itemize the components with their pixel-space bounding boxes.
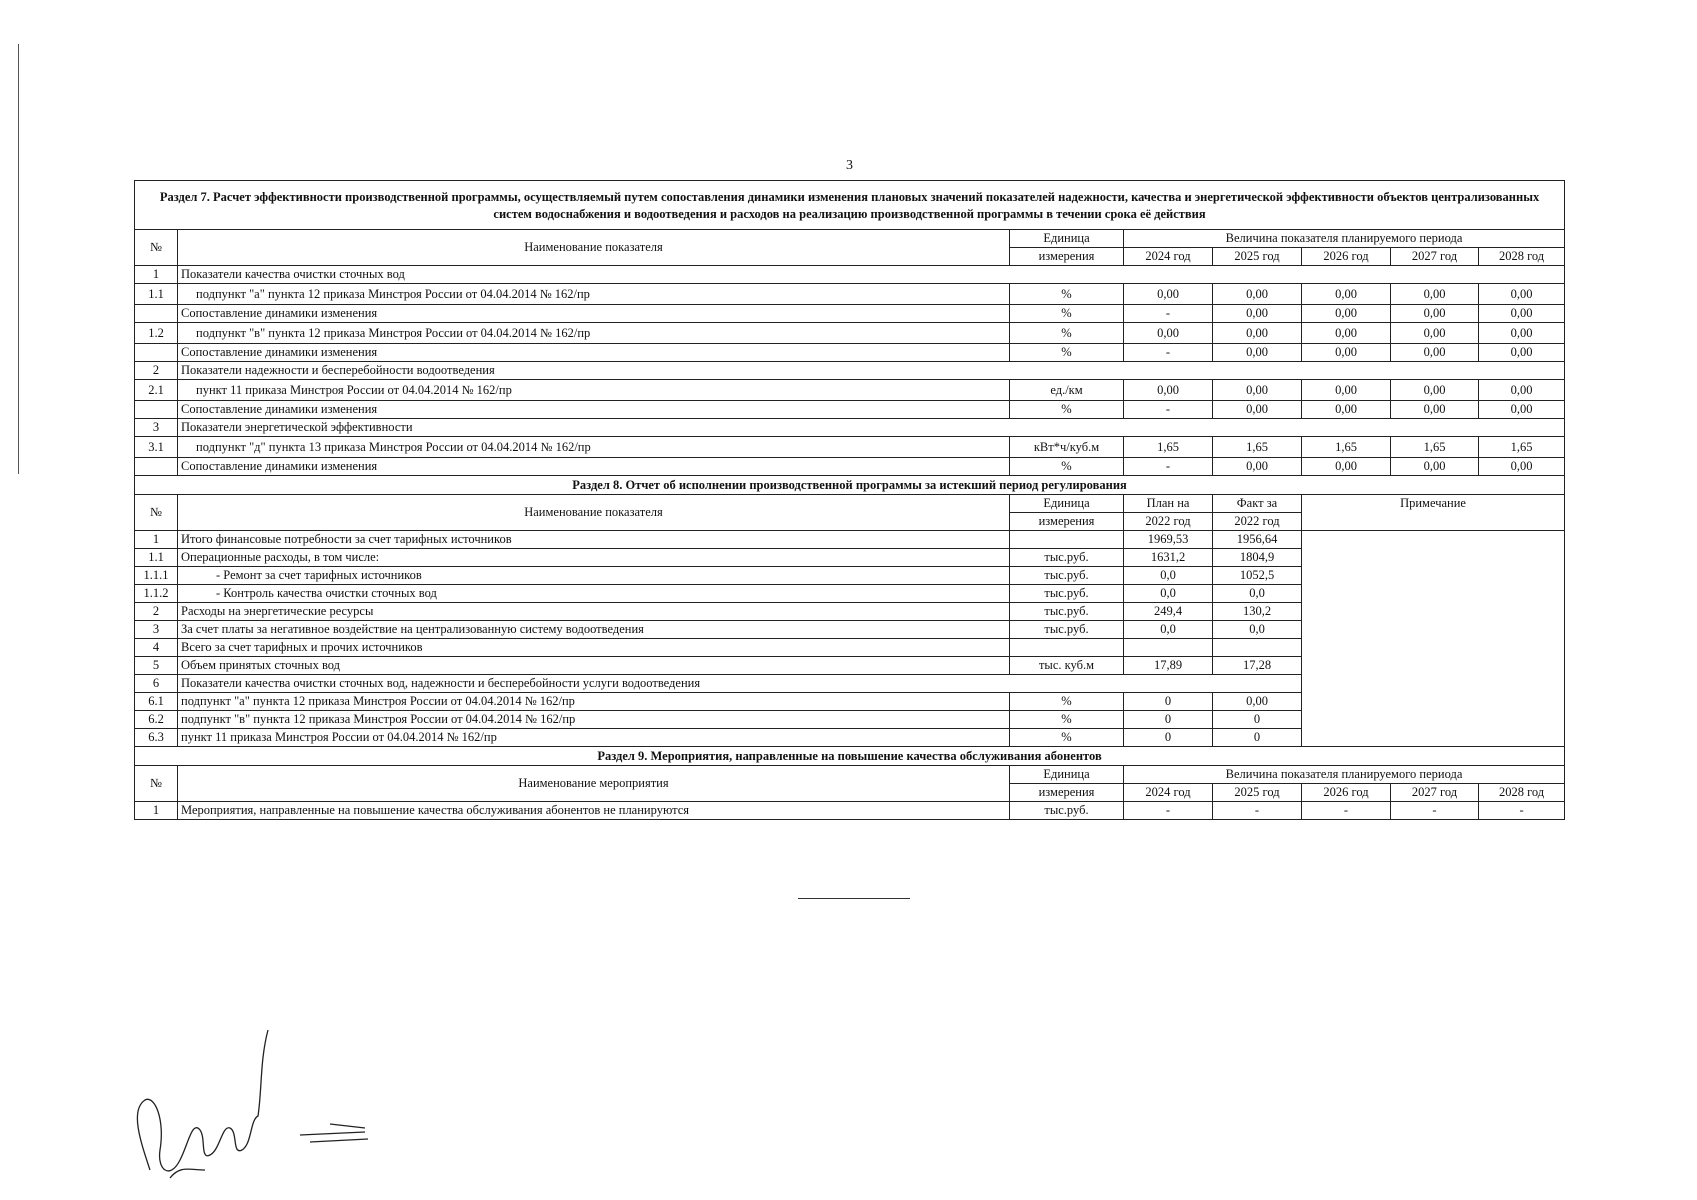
s7-row-value: 0,00 xyxy=(1391,401,1479,419)
s7-row-name: Сопоставление динамики изменения xyxy=(178,458,1010,476)
s8-row-name: Операционные расходы, в том числе: xyxy=(178,549,1010,567)
s7-row-name: подпункт "а" пункта 12 приказа Минстроя России от 04.04.2014 № 162/пр xyxy=(178,284,1010,305)
s7-row-value: 0,00 xyxy=(1213,305,1302,323)
s7-row-name: пункт 11 приказа Минстроя России от 04.04.2014 № 162/пр xyxy=(178,380,1010,401)
s8-row-fact: 1956,64 xyxy=(1213,531,1302,549)
s8-col-unit-1: Единица xyxy=(1010,495,1124,513)
s7-row-value: 0,00 xyxy=(1213,380,1302,401)
s8-row-name: Всего за счет тарифных и прочих источников xyxy=(178,639,1010,657)
s7-row-value: 0,00 xyxy=(1213,344,1302,362)
s8-row-fact: 0,0 xyxy=(1213,621,1302,639)
s7-row-value: - xyxy=(1124,401,1213,419)
left-margin-line xyxy=(18,44,19,474)
s7-row-value: - xyxy=(1124,305,1213,323)
s8-row-unit: тыс.руб. xyxy=(1010,603,1124,621)
s7-row-value: 1,65 xyxy=(1213,437,1302,458)
s9-col-unit-2: измерения xyxy=(1010,784,1124,802)
s7-row-value: 0,00 xyxy=(1479,323,1565,344)
s7-row-value: 0,00 xyxy=(1302,401,1391,419)
s7-row-num: 1.2 xyxy=(135,323,178,344)
s8-row-fact: 130,2 xyxy=(1213,603,1302,621)
s7-year: 2025 год xyxy=(1213,248,1302,266)
s9-year: 2026 год xyxy=(1302,784,1391,802)
s7-row-group-name: Показатели качества очистки сточных вод xyxy=(178,266,1565,284)
s7-row-value: 0,00 xyxy=(1302,344,1391,362)
page-number: 3 xyxy=(846,158,853,173)
s8-row-fact: 1804,9 xyxy=(1213,549,1302,567)
s7-year: 2028 год xyxy=(1479,248,1565,266)
s7-row xyxy=(135,305,1565,323)
s7-row-value: 0,00 xyxy=(1479,380,1565,401)
s7-row-num xyxy=(135,401,178,419)
s8-row-unit: тыс.руб. xyxy=(1010,549,1124,567)
s7-row-num: 1 xyxy=(135,266,178,284)
s7-row xyxy=(135,344,1565,362)
s8-row-name: Расходы на энергетические ресурсы xyxy=(178,603,1010,621)
s8-row-num: 3 xyxy=(135,621,178,639)
s7-row-value: 0,00 xyxy=(1302,323,1391,344)
s7-row-unit: ед./км xyxy=(1010,380,1124,401)
s7-row-unit: кВт*ч/куб.м xyxy=(1010,437,1124,458)
section9-title: Раздел 9. Мероприятия, направленные на повышение качества обслуживания абонентов xyxy=(135,747,1565,766)
s8-row-unit: тыс.руб. xyxy=(1010,567,1124,585)
s7-row-value: 0,00 xyxy=(1479,458,1565,476)
s7-row-value: 0,00 xyxy=(1391,284,1479,305)
s7-row-num: 2.1 xyxy=(135,380,178,401)
s7-row-value: 0,00 xyxy=(1479,344,1565,362)
s8-note-cell xyxy=(1302,531,1565,747)
s9-col-unit-1: Единица xyxy=(1010,766,1124,784)
s8-col-name: Наименование показателя xyxy=(178,495,1010,531)
s7-row-value: 1,65 xyxy=(1479,437,1565,458)
end-divider xyxy=(798,898,910,899)
s9-row-unit: тыс.руб. xyxy=(1010,802,1124,820)
document-sheet xyxy=(134,180,1564,820)
s7-year: 2027 год xyxy=(1391,248,1479,266)
s7-row-group-name: Показатели надежности и бесперебойности водоотведения xyxy=(178,362,1565,380)
s8-row-name: подпункт "а" пункта 12 приказа Минстроя России от 04.04.2014 № 162/пр xyxy=(178,693,1010,711)
s8-row xyxy=(135,531,1565,549)
s9-row-value: - xyxy=(1124,802,1213,820)
s9-row-value: - xyxy=(1391,802,1479,820)
s7-row xyxy=(135,458,1565,476)
s7-row-unit: % xyxy=(1010,401,1124,419)
s7-row-num: 3 xyxy=(135,419,178,437)
s8-row-plan: 249,4 xyxy=(1124,603,1213,621)
s8-row-unit: тыс.руб. xyxy=(1010,621,1124,639)
s7-row-value: 0,00 xyxy=(1479,305,1565,323)
s7-row-value: 1,65 xyxy=(1302,437,1391,458)
s7-row-name: подпункт "д" пункта 13 приказа Минстроя России от 04.04.2014 № 162/пр xyxy=(178,437,1010,458)
s7-row-name: Сопоставление динамики изменения xyxy=(178,401,1010,419)
s8-col-fact-2: 2022 год xyxy=(1213,513,1302,531)
s7-row-unit: % xyxy=(1010,344,1124,362)
s7-row-value: 0,00 xyxy=(1302,458,1391,476)
s7-row-value: 1,65 xyxy=(1391,437,1479,458)
s8-col-num: № xyxy=(135,495,178,531)
s8-row-fact: 1052,5 xyxy=(1213,567,1302,585)
s8-col-note: Примечание xyxy=(1302,495,1565,531)
s7-row-value: 0,00 xyxy=(1391,323,1479,344)
s8-row-fact: 0,0 xyxy=(1213,585,1302,603)
s8-col-plan-1: План на xyxy=(1124,495,1213,513)
s9-col-name: Наименование мероприятия xyxy=(178,766,1010,802)
s9-year: 2028 год xyxy=(1479,784,1565,802)
s7-row-value: 1,65 xyxy=(1124,437,1213,458)
s8-row-name: - Ремонт за счет тарифных источников xyxy=(178,567,1010,585)
s7-col-period: Величина показателя планируемого периода xyxy=(1124,230,1565,248)
s7-row xyxy=(135,362,1565,380)
s9-col-period: Величина показателя планируемого периода xyxy=(1124,766,1565,784)
s8-row-name: подпункт "в" пункта 12 приказа Минстроя России от 04.04.2014 № 162/пр xyxy=(178,711,1010,729)
s7-row xyxy=(135,437,1565,458)
s7-row xyxy=(135,266,1565,284)
s8-row-fact: 0 xyxy=(1213,711,1302,729)
s8-row-plan: 0 xyxy=(1124,693,1213,711)
s8-row-num: 1.1.1 xyxy=(135,567,178,585)
s8-row-unit: % xyxy=(1010,711,1124,729)
s7-row-value: 0,00 xyxy=(1213,323,1302,344)
s8-row-plan: 1631,2 xyxy=(1124,549,1213,567)
table-body xyxy=(135,181,1565,820)
s7-row-unit: % xyxy=(1010,458,1124,476)
s7-col-unit-1: Единица xyxy=(1010,230,1124,248)
s7-row xyxy=(135,419,1565,437)
s7-row-value: - xyxy=(1124,344,1213,362)
main-table xyxy=(134,180,1565,820)
section8-title: Раздел 8. Отчет об исполнении производственной программы за истекший период регулирования xyxy=(135,476,1565,495)
s9-row-num: 1 xyxy=(135,802,178,820)
s8-row-name: пункт 11 приказа Минстроя России от 04.04.2014 № 162/пр xyxy=(178,729,1010,747)
s7-row-value: 0,00 xyxy=(1302,284,1391,305)
s8-row-num: 2 xyxy=(135,603,178,621)
s7-row-value: 0,00 xyxy=(1391,458,1479,476)
s7-row-value: 0,00 xyxy=(1213,284,1302,305)
s8-col-plan-2: 2022 год xyxy=(1124,513,1213,531)
s7-row xyxy=(135,323,1565,344)
s7-row-name: Сопоставление динамики изменения xyxy=(178,305,1010,323)
s7-row-value: 0,00 xyxy=(1213,458,1302,476)
s9-row-value: - xyxy=(1302,802,1391,820)
s8-row-unit: тыс.руб. xyxy=(1010,585,1124,603)
s8-row-unit: % xyxy=(1010,729,1124,747)
s7-row-value: 0,00 xyxy=(1124,380,1213,401)
s8-row-num: 5 xyxy=(135,657,178,675)
s8-row-name: Объем принятых сточных вод xyxy=(178,657,1010,675)
s8-row-plan: 0 xyxy=(1124,711,1213,729)
s8-row-num: 6 xyxy=(135,675,178,693)
s7-row-unit: % xyxy=(1010,305,1124,323)
s8-col-fact-1: Факт за xyxy=(1213,495,1302,513)
s8-row-plan: 17,89 xyxy=(1124,657,1213,675)
s9-row xyxy=(135,802,1565,820)
s7-row-num: 3.1 xyxy=(135,437,178,458)
s7-row-value: 0,00 xyxy=(1124,284,1213,305)
s8-row-num: 1.1 xyxy=(135,549,178,567)
s7-row-group-name: Показатели энергетической эффективности xyxy=(178,419,1565,437)
s8-row-name: - Контроль качества очистки сточных вод xyxy=(178,585,1010,603)
s8-col-unit-2: измерения xyxy=(1010,513,1124,531)
s7-row-unit: % xyxy=(1010,323,1124,344)
s7-row-value: 0,00 xyxy=(1391,344,1479,362)
s8-row-name: Итого финансовые потребности за счет тарифных источников xyxy=(178,531,1010,549)
s8-row-plan: 0,0 xyxy=(1124,567,1213,585)
s7-col-num: № xyxy=(135,230,178,266)
s7-col-name: Наименование показателя xyxy=(178,230,1010,266)
s9-col-num: № xyxy=(135,766,178,802)
s7-year: 2024 год xyxy=(1124,248,1213,266)
s7-row-value: 0,00 xyxy=(1302,305,1391,323)
s8-row-plan: 0,0 xyxy=(1124,621,1213,639)
s9-year: 2025 год xyxy=(1213,784,1302,802)
s7-row-value: 0,00 xyxy=(1302,380,1391,401)
s8-row-plan: 0 xyxy=(1124,729,1213,747)
s8-row-fact: 0 xyxy=(1213,729,1302,747)
s7-row-num xyxy=(135,305,178,323)
s7-row xyxy=(135,284,1565,305)
s8-row-fact: 0,00 xyxy=(1213,693,1302,711)
s7-row-value: 0,00 xyxy=(1391,380,1479,401)
s8-row-name: За счет платы за негативное воздействие на централизованную систему водоотведения xyxy=(178,621,1010,639)
s7-row-num xyxy=(135,458,178,476)
s8-row-plan xyxy=(1124,639,1213,657)
s7-row-num: 1.1 xyxy=(135,284,178,305)
s7-row-value: 0,00 xyxy=(1213,401,1302,419)
s7-row-name: подпункт "в" пункта 12 приказа Минстроя России от 04.04.2014 № 162/пр xyxy=(178,323,1010,344)
s7-year: 2026 год xyxy=(1302,248,1391,266)
s8-row-num: 4 xyxy=(135,639,178,657)
s7-row-num xyxy=(135,344,178,362)
s7-row-num: 2 xyxy=(135,362,178,380)
s7-row-value: 0,00 xyxy=(1124,323,1213,344)
s8-row-num: 6.1 xyxy=(135,693,178,711)
s9-row-value: - xyxy=(1479,802,1565,820)
s9-year: 2027 год xyxy=(1391,784,1479,802)
s8-row-unit xyxy=(1010,639,1124,657)
s8-row-unit: тыс. куб.м xyxy=(1010,657,1124,675)
s8-row-num: 1 xyxy=(135,531,178,549)
s7-row xyxy=(135,380,1565,401)
s8-row-fact: 17,28 xyxy=(1213,657,1302,675)
s7-row xyxy=(135,401,1565,419)
s7-row-value: 0,00 xyxy=(1391,305,1479,323)
s9-year: 2024 год xyxy=(1124,784,1213,802)
s8-row-plan: 1969,53 xyxy=(1124,531,1213,549)
s8-row-unit xyxy=(1010,531,1124,549)
s7-row-unit: % xyxy=(1010,284,1124,305)
s7-row-value: 0,00 xyxy=(1479,284,1565,305)
s9-row-name: Мероприятия, направленные на повышение качества обслуживания абонентов не планируются xyxy=(178,802,1010,820)
s8-row-name: Показатели качества очистки сточных вод, надежности и бесперебойности услуги водоотведения xyxy=(178,675,1302,693)
s9-row-value: - xyxy=(1213,802,1302,820)
s8-row-unit: % xyxy=(1010,693,1124,711)
s7-row-name: Сопоставление динамики изменения xyxy=(178,344,1010,362)
s8-row-plan: 0,0 xyxy=(1124,585,1213,603)
section7-title: Раздел 7. Расчет эффективности производственной программы, осуществляемый путем сопоставления динамики изменения плановых значений показателей надежности, качества и энергетической эффективности объектов централизованных систем водоснабжения и водоотведения и расходов на реализацию производственной программы в течении срока её действия xyxy=(135,181,1565,230)
s7-row-value: - xyxy=(1124,458,1213,476)
s7-row-value: 0,00 xyxy=(1479,401,1565,419)
s7-col-unit-2: измерения xyxy=(1010,248,1124,266)
s8-row-fact xyxy=(1213,639,1302,657)
s8-row-num: 6.2 xyxy=(135,711,178,729)
s8-row-num: 6.3 xyxy=(135,729,178,747)
handwritten-signature xyxy=(110,1020,370,1190)
s8-row-num: 1.1.2 xyxy=(135,585,178,603)
